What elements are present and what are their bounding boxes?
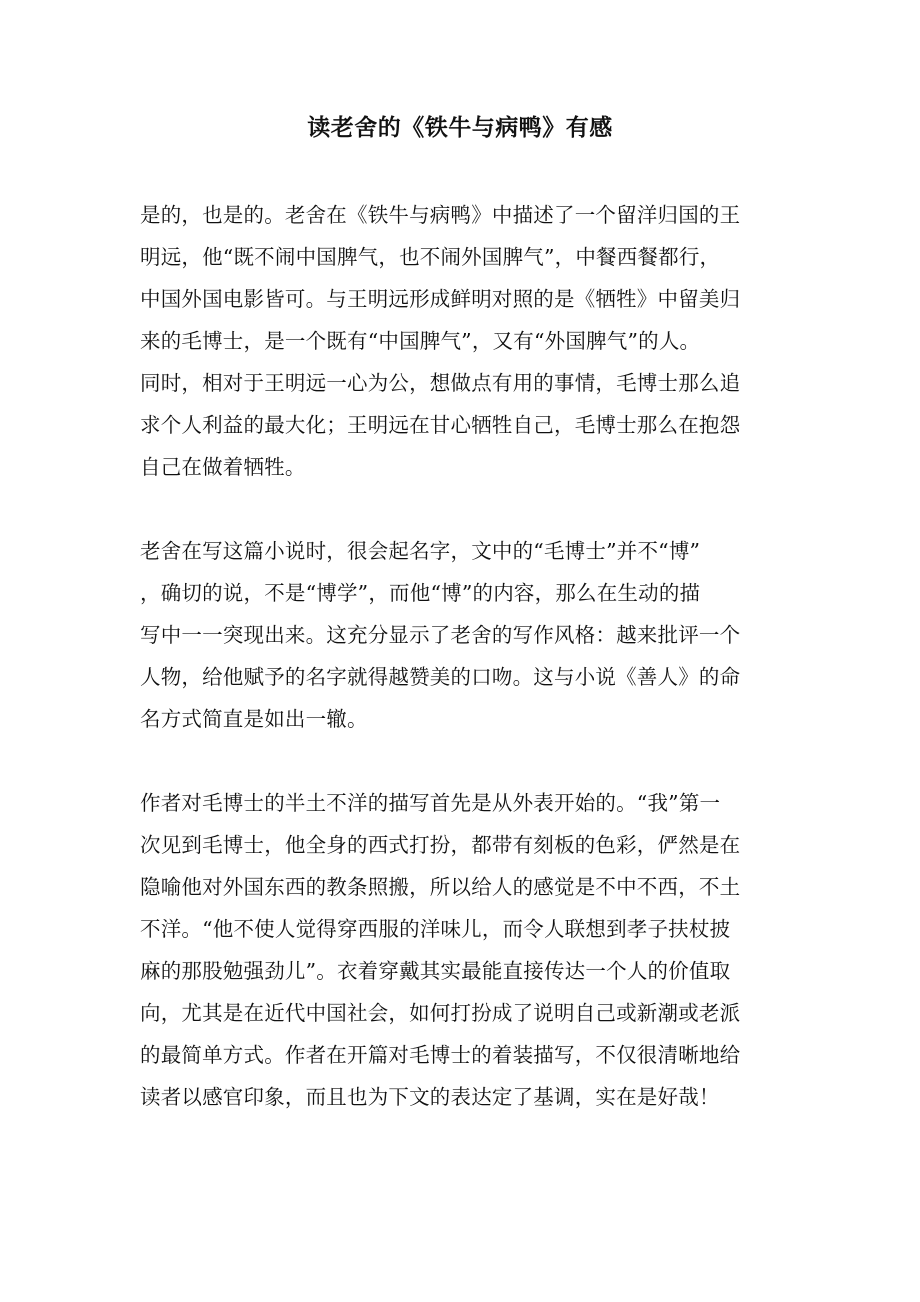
text-line: 写中一一突现出来。这充分显示了老舍的写作风格：越来批评一个 [140, 623, 741, 647]
text-line: 是的，也是的。老舍在《铁牛与病鸭》中描述了一个留洋归国的王 [140, 203, 741, 227]
document-title: 读老舍的《铁牛与病鸭》有感 [307, 115, 613, 141]
text-line: 的最简单方式。作者在开篇对毛博士的着装描写，不仅很清晰地给 [140, 1043, 741, 1067]
text-line: 明远，他“既不闹中国脾气，也不闹外国脾气”，中餐西餐都行， [140, 245, 721, 269]
text-line: 中国外国电影皆可。与王明远形成鲜明对照的是《牺牲》中留美归 [140, 287, 741, 311]
text-line: 自己在做着牺牲。 [140, 455, 306, 479]
paragraph-3 [140, 782, 790, 1118]
text-line: 作者对毛博士的半土不洋的描写首先是从外表开始的。“我”第一 [140, 791, 721, 815]
text-line: 名方式简直是如出一辙。 [140, 707, 368, 731]
text-line: 老舍在写这篇小说时，很会起名字，文中的“毛博士”并不“博” [140, 539, 701, 563]
text-line: 同时，相对于王明远一心为公，想做点有用的事情，毛博士那么追 [140, 371, 741, 395]
text-line: ，确切的说，不是“博学”，而他“博”的内容，那么在生动的描 [140, 581, 701, 605]
text-line: 隐喻他对外国东西的教条照搬，所以给人的感觉是不中不西，不土 [140, 875, 741, 899]
text-line: 求个人利益的最大化；王明远在甘心牺牲自己，毛博士那么在抱怨 [140, 413, 741, 437]
text-line: 读者以感官印象，而且也为下文的表达定了基调，实在是好哉！ [140, 1085, 720, 1109]
text-line: 次见到毛博士，他全身的西式打扮，都带有刻板的色彩，俨然是在 [140, 833, 741, 857]
text-line: 不洋。“他不使人觉得穿西服的洋味儿，而令人联想到孝子扶杖披 [140, 917, 731, 941]
text-line: 向，尤其是在近代中国社会，如何打扮成了说明自己或新潮或老派 [140, 1001, 741, 1025]
paragraph-1 [140, 194, 790, 488]
paragraph-2 [140, 530, 790, 740]
text-line: 麻的那股勉强劲儿”。衣着穿戴其实最能直接传达一个人的价值取 [140, 959, 731, 983]
text-line: 来的毛博士，是一个既有“中国脾气”，又有“外国脾气”的人。 [140, 329, 701, 353]
text-line: 人物，给他赋予的名字就得越赞美的口吻。这与小说《善人》的命 [140, 665, 741, 689]
